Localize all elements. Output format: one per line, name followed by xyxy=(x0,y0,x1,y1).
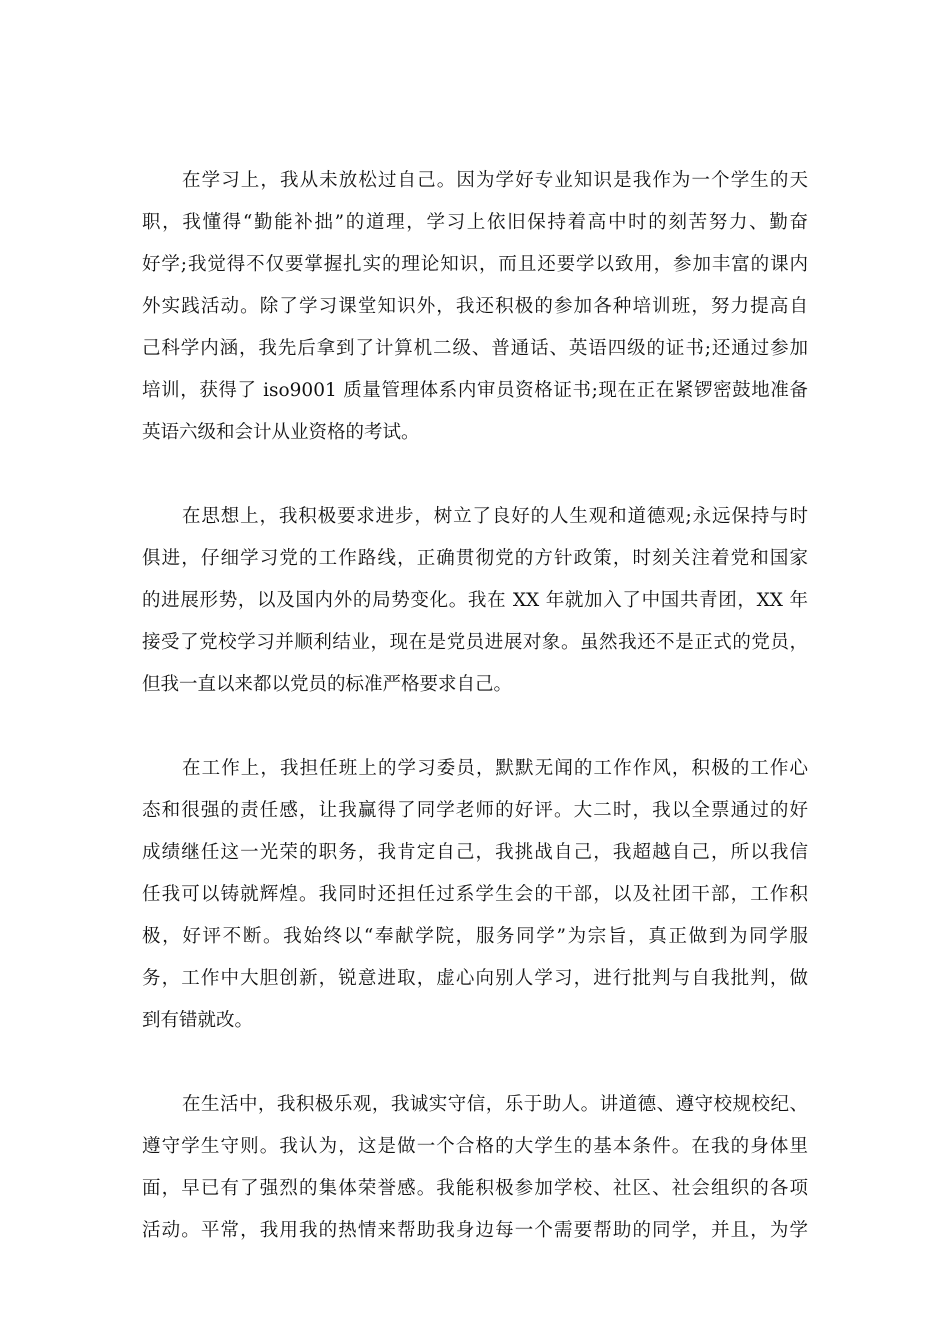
paragraph-line: 外实践活动。除了学习课堂知识外，我还积极的参加各种培训班，努力提高自 xyxy=(142,296,808,317)
paragraph-line: 职，我懂得“勤能补拙”的道理，学习上依旧保持着高中时的刻苦努力、勤奋 xyxy=(142,212,808,233)
paragraph-line: 的进展形势，以及国内外的局势变化。我在 XX 年就加入了中国共青团，XX 年 xyxy=(142,590,808,611)
paragraph-line: 成绩继任这一光荣的职务，我肯定自己，我挑战自己，我超越自己，所以我信 xyxy=(142,842,808,863)
paragraph-line: 在工作上，我担任班上的学习委员，默默无闻的工作作风，积极的工作心 xyxy=(182,758,808,779)
paragraph-line: 态和很强的责任感，让我赢得了同学老师的好评。大二时，我以全票通过的好 xyxy=(142,800,808,821)
paragraph-line: 但我一直以来都以党员的标准严格要求自己。 xyxy=(142,674,513,695)
paragraph-line: 遵守学生守则。我认为，这是做一个合格的大学生的基本条件。在我的身体里 xyxy=(142,1136,808,1157)
paragraph-line: 在生活中，我积极乐观，我诚实守信，乐于助人。讲道德、遵守校规校纪、 xyxy=(182,1094,808,1115)
paragraph xyxy=(142,160,808,454)
paragraph-line: 俱进，仔细学习党的工作路线，正确贯彻党的方针政策，时刻关注着党和国家 xyxy=(142,548,808,569)
paragraph-line: 务，工作中大胆创新，锐意进取，虚心向别人学习，进行批判与自我批判，做 xyxy=(142,968,808,989)
paragraph xyxy=(142,748,808,1042)
document-body xyxy=(142,160,808,1294)
paragraph-line: 在学习上，我从未放松过自己。因为学好专业知识是我作为一个学生的天 xyxy=(182,170,808,191)
paragraph-line: 面，早已有了强烈的集体荣誉感。我能积极参加学校、社区、社会组织的各项 xyxy=(142,1178,808,1199)
paragraph-line: 活动。平常，我用我的热情来帮助我身边每一个需要帮助的同学，并且，为学 xyxy=(142,1220,808,1241)
paragraph xyxy=(142,496,808,706)
paragraph-line: 英语六级和会计从业资格的考试。 xyxy=(142,422,420,443)
paragraph xyxy=(142,1084,808,1252)
paragraph-line: 己科学内涵，我先后拿到了计算机二级、普通话、英语四级的证书;还通过参加 xyxy=(142,338,808,359)
paragraph-line: 接受了党校学习并顺利结业，现在是党员进展对象。虽然我还不是正式的党员， xyxy=(142,632,808,653)
paragraph-line: 到有错就改。 xyxy=(142,1010,254,1031)
paragraph-line: 在思想上，我积极要求进步，树立了良好的人生观和道德观;永远保持与时 xyxy=(182,506,808,527)
paragraph-line: 培训，获得了 iso9001 质量管理体系内审员资格证书;现在正在紧锣密鼓地准备 xyxy=(142,380,808,401)
paragraph-line: 极，好评不断。我始终以“奉献学院，服务同学”为宗旨，真正做到为同学服 xyxy=(142,926,808,947)
paragraph-line: 好学;我觉得不仅要掌握扎实的理论知识，而且还要学以致用，参加丰富的课内 xyxy=(142,254,808,275)
paragraph-line: 任我可以铸就辉煌。我同时还担任过系学生会的干部，以及社团干部，工作积 xyxy=(142,884,808,905)
